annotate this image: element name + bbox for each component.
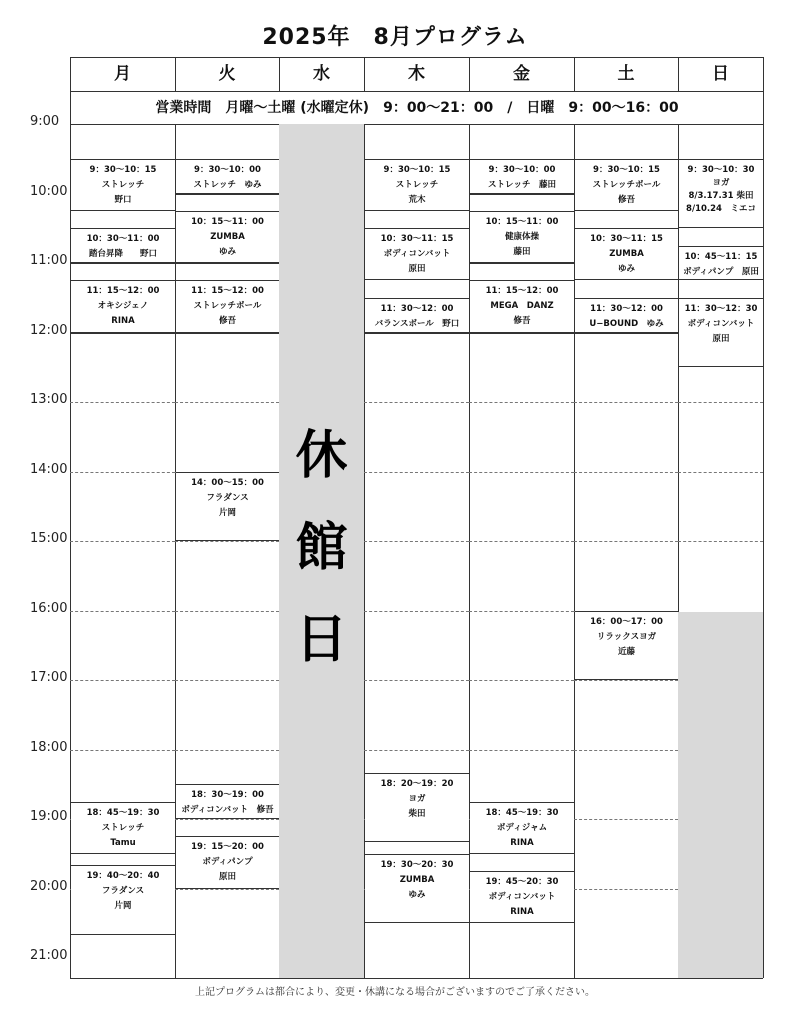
grid-line xyxy=(574,402,678,403)
grid-line xyxy=(175,680,279,681)
class-text: U−BOUND ゆみ xyxy=(589,318,664,329)
class-text: ストレッチ ゆみ xyxy=(193,179,262,190)
time-label: 9:00 xyxy=(30,114,60,129)
class-text: 藤田 xyxy=(513,246,531,257)
class-block xyxy=(365,298,469,333)
class-text: 19：15〜20：00 xyxy=(191,842,264,853)
class-block xyxy=(365,159,469,211)
grid-line xyxy=(574,680,678,681)
day-header: 月 xyxy=(114,64,131,84)
class-text: 11：15〜12：00 xyxy=(191,286,264,297)
class-text: 原田 xyxy=(218,872,236,883)
class-text: 11：15〜12：00 xyxy=(86,286,160,297)
time-label: 17:00 xyxy=(30,670,68,685)
day-header: 水 xyxy=(313,64,330,84)
class-text: 9：30〜10：00 xyxy=(488,164,556,175)
class-text: 19：30〜20：30 xyxy=(380,859,454,870)
class-text: ヨガ xyxy=(408,793,426,804)
grid-line xyxy=(469,333,574,334)
grid-line xyxy=(175,750,279,751)
class-block xyxy=(71,802,175,854)
time-label: 21:00 xyxy=(30,948,68,963)
class-block xyxy=(575,159,678,211)
day-header: 金 xyxy=(513,64,530,84)
time-label: 14:00 xyxy=(30,461,68,477)
class-text: 9：30〜10：15 xyxy=(383,164,451,175)
closed-label xyxy=(279,410,364,686)
class-block xyxy=(71,228,175,263)
class-text: ストレッチポール xyxy=(193,301,262,312)
class-text: 19：40〜20：40 xyxy=(86,871,160,882)
grid-line xyxy=(364,402,469,403)
class-text: 10：30〜11：15 xyxy=(590,234,663,245)
class-text: RINA xyxy=(510,837,534,848)
time-label: 13:00 xyxy=(30,392,68,407)
grid-line xyxy=(70,333,175,334)
class-text: ストレッチ xyxy=(395,179,439,190)
class-block xyxy=(365,228,469,280)
class-text: 19：45〜20：30 xyxy=(485,877,559,888)
day-header: 土 xyxy=(617,64,635,84)
grid-line xyxy=(70,402,175,403)
day-header: 日 xyxy=(712,64,729,84)
grid-line xyxy=(175,889,279,890)
class-text: フラダンス xyxy=(101,886,145,897)
class-text: 10：15〜11：00 xyxy=(191,216,264,227)
grid-line xyxy=(364,680,469,681)
class-text: ボディパンプ xyxy=(202,857,253,868)
grid-line xyxy=(70,472,175,473)
class-text: Tamu xyxy=(110,837,136,848)
class-text: 健康体操 xyxy=(504,231,539,242)
class-text: 片岡 xyxy=(114,901,132,912)
class-text: RINA xyxy=(510,907,534,918)
class-block xyxy=(470,159,574,194)
class-text: ストレッチ xyxy=(101,179,145,190)
class-text: リラックスヨガ xyxy=(596,631,657,642)
class-text: 10：30〜11：00 xyxy=(86,234,160,245)
grid-line xyxy=(574,333,678,334)
class-text: 11：30〜12：00 xyxy=(590,303,663,314)
grid-line xyxy=(70,124,763,125)
class-text: 11：30〜12：30 xyxy=(684,303,758,314)
class-block xyxy=(71,280,175,332)
grid-line xyxy=(175,402,279,403)
time-label: 15:00 xyxy=(30,531,68,546)
class-block xyxy=(679,246,763,281)
time-label: 11:00 xyxy=(30,253,68,268)
class-text: ストレッチ 藤田 xyxy=(488,179,556,190)
grid-line xyxy=(364,750,469,751)
grid-line xyxy=(175,263,279,264)
class-text: 18：20〜19：20 xyxy=(380,778,454,789)
class-block xyxy=(176,211,279,263)
class-block xyxy=(470,280,574,332)
class-text: 11：30〜12：00 xyxy=(380,303,454,314)
class-block xyxy=(679,159,763,229)
class-text: 9：30〜10：15 xyxy=(89,164,157,175)
time-label: 20:00 xyxy=(30,878,68,894)
class-text: 9：30〜10：00 xyxy=(194,164,261,175)
grid-line xyxy=(70,263,175,264)
grid-line xyxy=(175,541,279,542)
class-text: ゆみ xyxy=(617,264,635,275)
class-text: ボディコンバット xyxy=(383,249,451,260)
grid-line xyxy=(364,472,469,473)
grid-line xyxy=(175,819,279,820)
class-text: ボディコンバット 修吾 xyxy=(181,805,274,816)
closed-char: 館 xyxy=(295,518,348,578)
class-text: 16：00〜17：00 xyxy=(590,616,663,627)
class-block xyxy=(470,871,574,923)
class-text: 片岡 xyxy=(218,507,236,518)
class-text: ZUMBA xyxy=(210,231,245,242)
class-text: 10：30〜11：15 xyxy=(380,234,454,245)
class-text: 踏台昇降 野口 xyxy=(88,249,157,260)
class-text: 18：45〜19：30 xyxy=(485,807,559,818)
class-block xyxy=(365,773,469,843)
grid-line xyxy=(574,750,678,751)
class-block xyxy=(679,298,763,368)
grid-line xyxy=(364,333,469,334)
grid-line xyxy=(469,194,574,195)
grid-line xyxy=(678,541,763,542)
class-text: 原田 xyxy=(712,333,730,344)
class-text: 11：15〜12：00 xyxy=(485,286,559,297)
class-block xyxy=(470,802,574,854)
time-label: 18:00 xyxy=(30,739,68,755)
class-text: ボディパンプ 原田 xyxy=(683,266,759,277)
time-label: 12:00 xyxy=(30,322,68,338)
grid-line xyxy=(574,819,678,820)
class-block xyxy=(176,280,279,332)
class-text: ZUMBA xyxy=(399,874,435,885)
class-text: 18：30〜19：00 xyxy=(191,790,264,801)
class-text: フラダンス xyxy=(206,492,249,503)
class-block xyxy=(71,865,175,935)
time-label: 10:00 xyxy=(30,183,68,199)
class-text: 9：30〜10：15 xyxy=(593,164,660,175)
grid-line xyxy=(364,541,469,542)
class-block xyxy=(575,298,678,333)
class-block xyxy=(176,784,279,819)
class-text: 柴田 xyxy=(408,808,426,819)
closed-char: 日 xyxy=(295,610,348,670)
page-title: 2025年 8月プログラム xyxy=(262,25,528,50)
class-text: 近藤 xyxy=(617,646,635,657)
grid-line xyxy=(678,472,763,473)
grid-line xyxy=(175,194,279,195)
grid-line xyxy=(469,611,574,612)
grid-line xyxy=(469,680,574,681)
class-text: ストレッチ xyxy=(101,822,145,833)
time-label: 19:00 xyxy=(30,809,68,824)
class-text: 18：45〜19：30 xyxy=(86,807,160,818)
class-text: 8/10.24 ミエコ xyxy=(686,203,756,214)
day-header: 木 xyxy=(408,64,425,84)
class-block xyxy=(365,854,469,924)
grid-line xyxy=(469,750,574,751)
class-text: 修吾 xyxy=(218,316,236,327)
class-text: ゆみ xyxy=(408,889,426,900)
class-block xyxy=(470,211,574,263)
grid-line xyxy=(678,402,763,403)
grid-line xyxy=(469,402,574,403)
day-header: 火 xyxy=(218,64,236,84)
grid-line xyxy=(175,611,279,612)
grid-line xyxy=(469,472,574,473)
sunday-closed-area xyxy=(678,612,763,978)
class-block xyxy=(176,159,279,194)
class-block xyxy=(176,472,279,542)
grid-line xyxy=(70,750,175,751)
class-text: 10：15〜11：00 xyxy=(485,216,559,227)
class-text: ゆみ xyxy=(218,246,236,257)
grid-line xyxy=(175,333,279,334)
class-text: ストレッチポール xyxy=(592,179,661,190)
grid-line xyxy=(70,680,175,681)
class-text: 9：30〜10：30 xyxy=(687,164,755,175)
class-text: オキシジェノ xyxy=(97,301,149,312)
class-text: 荒木 xyxy=(408,194,426,205)
grid-line xyxy=(763,57,764,978)
class-text: ボディコンバット xyxy=(687,318,755,329)
grid-line xyxy=(70,541,175,542)
class-text: MEGA DANZ xyxy=(490,301,554,312)
time-label: 16:00 xyxy=(30,600,68,616)
footer-note: 上記プログラムは都合により、変更・休講になる場合がございますのでご了承ください。 xyxy=(195,987,595,998)
class-text: ヨガ xyxy=(712,177,730,188)
grid-line xyxy=(469,541,574,542)
class-block xyxy=(176,836,279,888)
class-text: 10：45〜11：15 xyxy=(684,251,758,262)
grid-line xyxy=(574,889,678,890)
class-text: RINA xyxy=(111,316,135,327)
class-block xyxy=(575,228,678,280)
class-text: 8/3.17.31 柴田 xyxy=(688,190,754,201)
class-text: 原田 xyxy=(408,264,426,275)
class-block xyxy=(575,611,678,681)
grid-line xyxy=(70,978,763,979)
class-text: 修吾 xyxy=(513,316,531,327)
class-text: ボディジャム xyxy=(496,822,548,833)
class-text: 野口 xyxy=(114,194,132,205)
grid-line xyxy=(574,541,678,542)
closed-char: 休 xyxy=(295,426,348,486)
class-text: バランスボール 野口 xyxy=(374,318,460,329)
class-text: 修吾 xyxy=(617,194,635,205)
grid-line xyxy=(469,263,574,264)
grid-line xyxy=(70,611,175,612)
class-block xyxy=(71,159,175,211)
business-hours: 営業時間 月曜〜土曜 (水曜定休) 9：00〜21：00 / 日曜 9：00〜16：00 xyxy=(155,100,679,116)
grid-line xyxy=(574,472,678,473)
class-text: ボディコンバット xyxy=(488,892,556,903)
class-text: 14：00〜15：00 xyxy=(191,477,264,488)
class-text: ZUMBA xyxy=(609,249,644,260)
grid-line xyxy=(364,611,469,612)
